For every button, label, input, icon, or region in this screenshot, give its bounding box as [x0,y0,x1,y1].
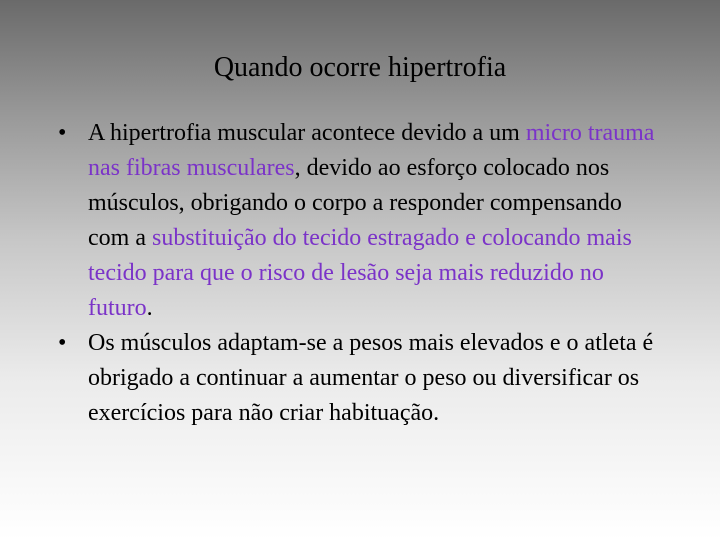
bullet-item-1 [58,116,668,326]
bullet-1-text-start: A hipertrofia muscular acontece devido a um [88,120,526,146]
bullet-1-text-end: . [146,295,153,321]
bullet-2-text: Os músculos adaptam-se a pesos mais elevados e o atleta é obrigado a continuar a aumentar o peso ou diversificar os exercícios para não criar habituação. [88,330,654,426]
bullet-item-2 [58,326,668,431]
bullet-dot-icon: • [58,120,67,146]
bullet-list [58,116,668,431]
bullet-dot-icon: • [58,330,67,356]
slide-title: Quando ocorre hipertrofia [213,52,507,83]
bullet-1-highlight-substituicao: substituição do tecido estragado e colocando mais tecido para que o risco de lesão seja mais reduzido no futuro [88,225,632,321]
bullet-1-highlight-micro-trauma: micro trauma nas fibras musculares [88,120,655,181]
bullet-1-text-middle: , devido ao esforço colocado nos músculos, obrigando o corpo a responder compensando com a [88,155,622,251]
